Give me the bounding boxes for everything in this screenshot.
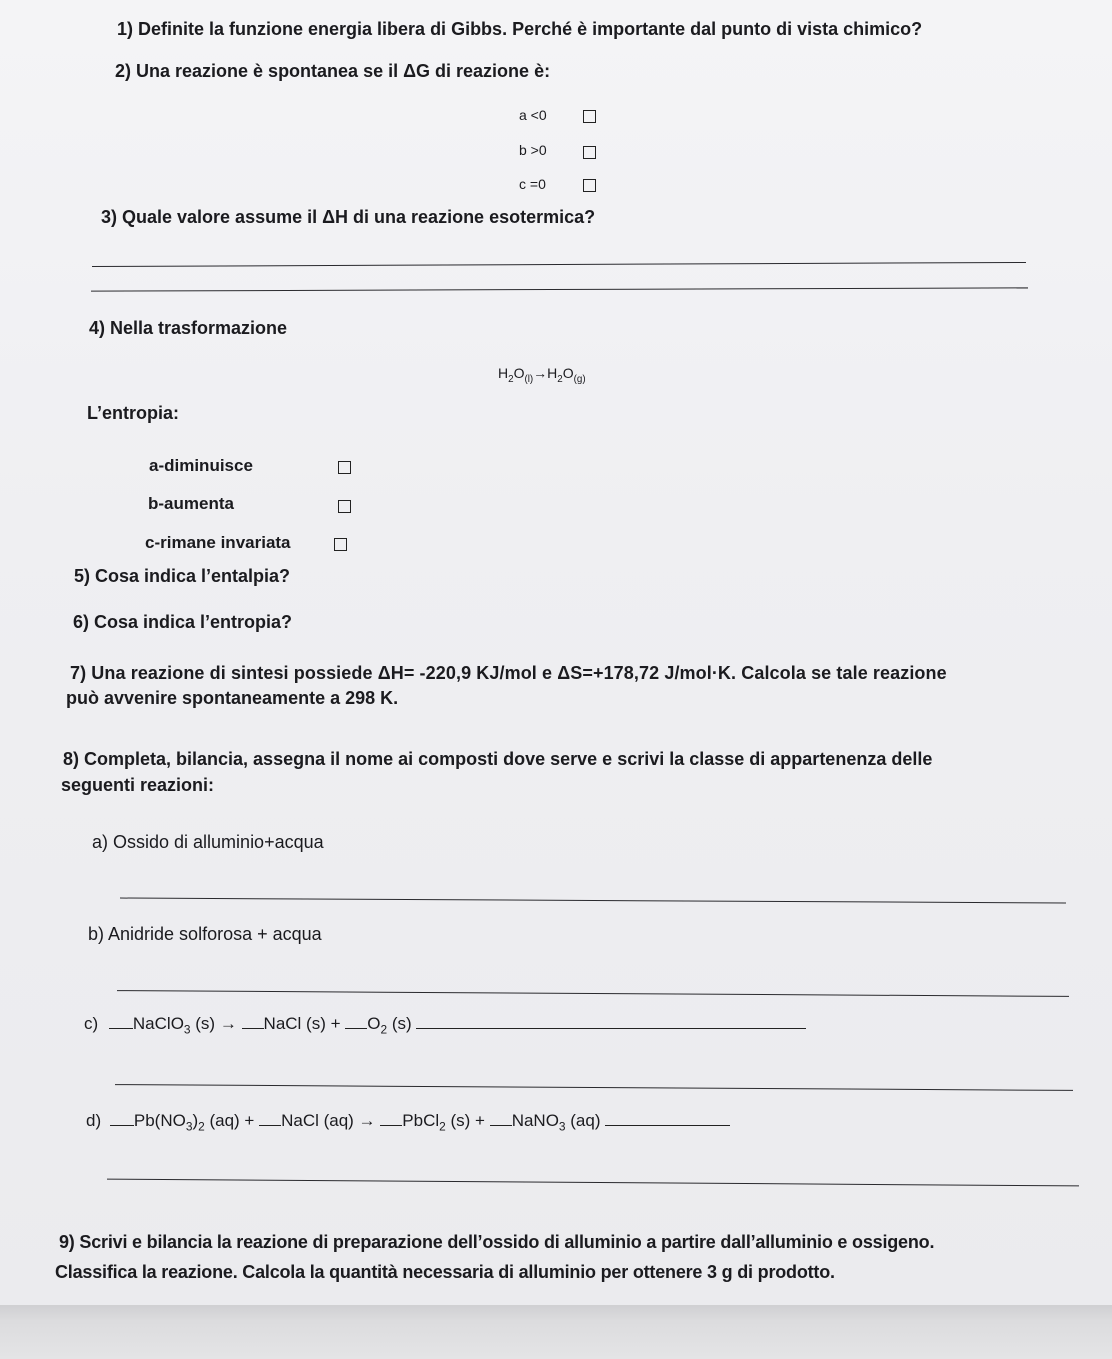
question-6: 6) Cosa indica l’entropia? — [73, 612, 293, 632]
q2-checkbox-b[interactable] — [583, 146, 596, 159]
question-1: 1) Definite la funzione energia libera di Gibbs. Perché è importante dal punto di vista chimico? — [117, 19, 923, 39]
question-8a: a) Ossido di alluminio+acqua — [92, 832, 324, 852]
q4-checkbox-c[interactable] — [334, 538, 347, 551]
coefficient-blank[interactable] — [345, 1028, 367, 1029]
question-8b: b) Anidride solforosa + acqua — [88, 924, 322, 944]
q2-checkbox-a[interactable] — [583, 110, 596, 123]
question-9-line-1: 9) Scrivi e bilancia la reazione di preparazione dell’ossido di alluminio a partire dall’alluminio e ossigeno. — [59, 1232, 935, 1252]
q4-option-a: a-diminuisce — [149, 456, 253, 475]
question-8d: d) $Pb(NO_3)_2$ (aq) + NaCl (aq) → PbCl$_2$ (s) + NaNO$_3$ (aq) — [86, 1111, 730, 1133]
question-5: 5) Cosa indica l’entalpia? — [74, 566, 291, 586]
q2-option-b: b >0 — [519, 142, 547, 158]
coefficient-blank[interactable] — [259, 1125, 281, 1126]
entropy-label: L’entropia: — [87, 403, 180, 423]
desk-surface — [0, 1305, 1112, 1359]
question-8-line-1: 8) Completa, bilancia, assegna il nome ai composti dove serve e scrivi la classe di appartenenza delle — [63, 749, 933, 769]
coefficient-blank[interactable] — [380, 1125, 402, 1126]
question-3: 3) Quale valore assume il ΔH di una reazione esotermica? — [101, 207, 596, 227]
question-8c: c) NaClO$_3$ (s) → NaCl $(s) + O_2$ (s) — [84, 1014, 806, 1036]
question-8-line-2: seguenti reazioni: — [61, 775, 215, 795]
coefficient-blank[interactable] — [109, 1028, 133, 1029]
answer-blank-8c[interactable] — [416, 1028, 806, 1029]
reaction-arrow: → — [533, 365, 548, 381]
question-9-line-2: Classifica la reazione. Calcola la quantità necessaria di alluminio per ottenere 3 g di prodotto. — [55, 1262, 835, 1282]
q4-option-b: b-aumenta — [148, 494, 234, 513]
question-2: 2) Una reazione è spontanea se il ΔG di reazione è: — [115, 61, 551, 81]
question-4: 4) Nella trasformazione — [89, 318, 288, 338]
q2-checkbox-c[interactable] — [583, 179, 596, 192]
q4-checkbox-a[interactable] — [338, 461, 351, 474]
coefficient-blank[interactable] — [242, 1028, 264, 1029]
q8d-label: d) — [86, 1111, 102, 1130]
q4-option-c: c-rimane invariata — [145, 533, 291, 552]
q8c-label: c) — [84, 1014, 99, 1033]
coefficient-blank[interactable] — [110, 1125, 134, 1126]
answer-blank-8d[interactable] — [605, 1125, 730, 1126]
q4-reaction: $H_2O_{(l)}\to H_2O_{(g)}$ — [498, 365, 586, 385]
q4-checkbox-b[interactable] — [338, 500, 351, 513]
q2-option-a: a <0 — [519, 107, 547, 123]
question-7-line-2: può avvenire spontaneamente a 298 K. — [66, 688, 399, 708]
coefficient-blank[interactable] — [490, 1125, 512, 1126]
q2-option-c: c =0 — [519, 176, 546, 192]
question-7-line-1: 7) Una reazione di sintesi possiede ΔH= -220,9 KJ/mol e ΔS=+178,72 J/mol·K. Calcola se tale reazione — [70, 663, 947, 683]
